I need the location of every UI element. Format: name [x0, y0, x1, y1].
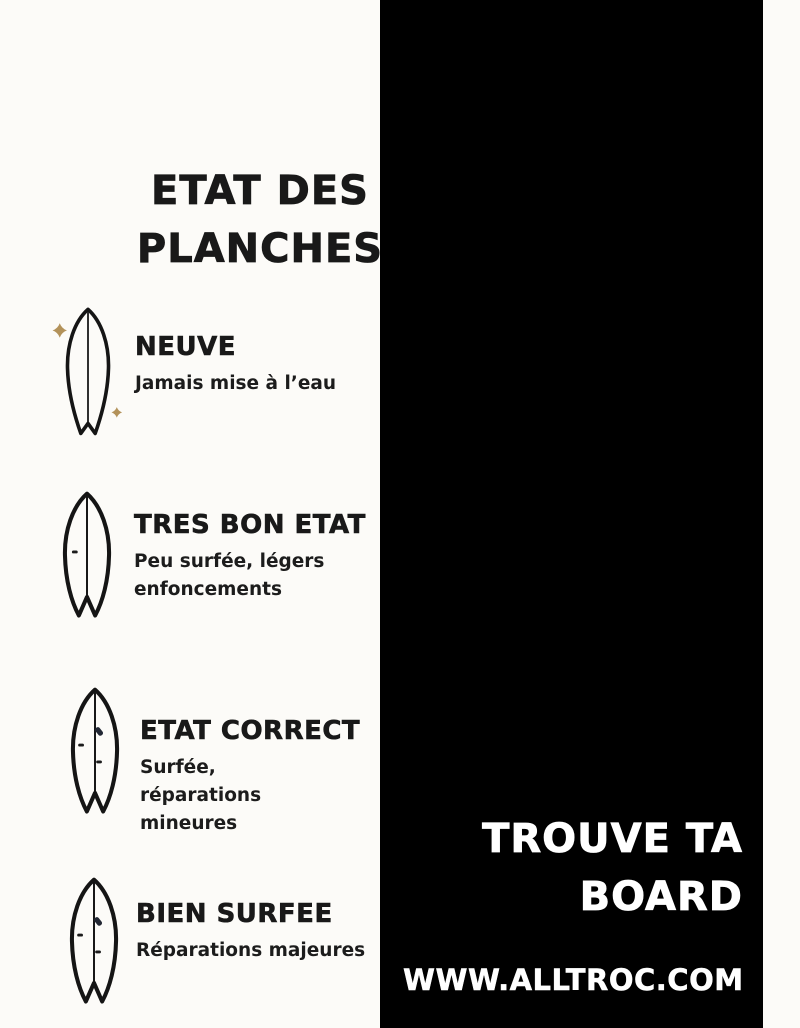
surfboard-major-repairs-icon — [65, 876, 123, 1004]
condition-row-tres-bon-etat — [134, 510, 366, 604]
ding-mark — [78, 744, 84, 747]
surfboard-repaired-icon — [66, 686, 124, 814]
panel-tagline-line2: BOARD — [579, 874, 743, 920]
condition-description: Peu surfée, légers enfoncements — [134, 551, 325, 600]
ding-mark — [77, 934, 83, 937]
panel-tagline-line1: TROUVE TA — [482, 816, 743, 862]
panel-tagline — [423, 810, 743, 926]
condition-description: Réparations majeures — [136, 940, 366, 961]
condition-row-etat-correct — [140, 716, 360, 838]
condition-label: TRES BON ETAT — [134, 510, 366, 540]
condition-description: Jamais mise à l’eau — [135, 373, 337, 394]
ding-mark — [95, 950, 101, 953]
sparkle-icon — [112, 407, 123, 418]
page-title-line2: PLANCHES — [136, 226, 384, 272]
condition-label: ETAT CORRECT — [140, 716, 361, 746]
surfboard-new-icon — [52, 306, 124, 439]
ding-mark — [96, 760, 102, 763]
condition-description: Surfée, réparations mineures — [140, 757, 262, 834]
condition-label: BIEN SURFEE — [136, 899, 333, 929]
ding-mark — [72, 551, 78, 554]
condition-row-bien-surfee — [136, 899, 365, 965]
page-title — [128, 162, 392, 278]
surfboard-small-ding-icon — [58, 490, 116, 618]
page-title-line1: ETAT DES — [151, 168, 369, 214]
condition-label: NEUVE — [135, 332, 237, 362]
website-link[interactable]: WWW.ALLTROC.COM — [403, 963, 744, 997]
sparkle-icon — [53, 323, 67, 337]
condition-row-neuve — [135, 332, 336, 398]
